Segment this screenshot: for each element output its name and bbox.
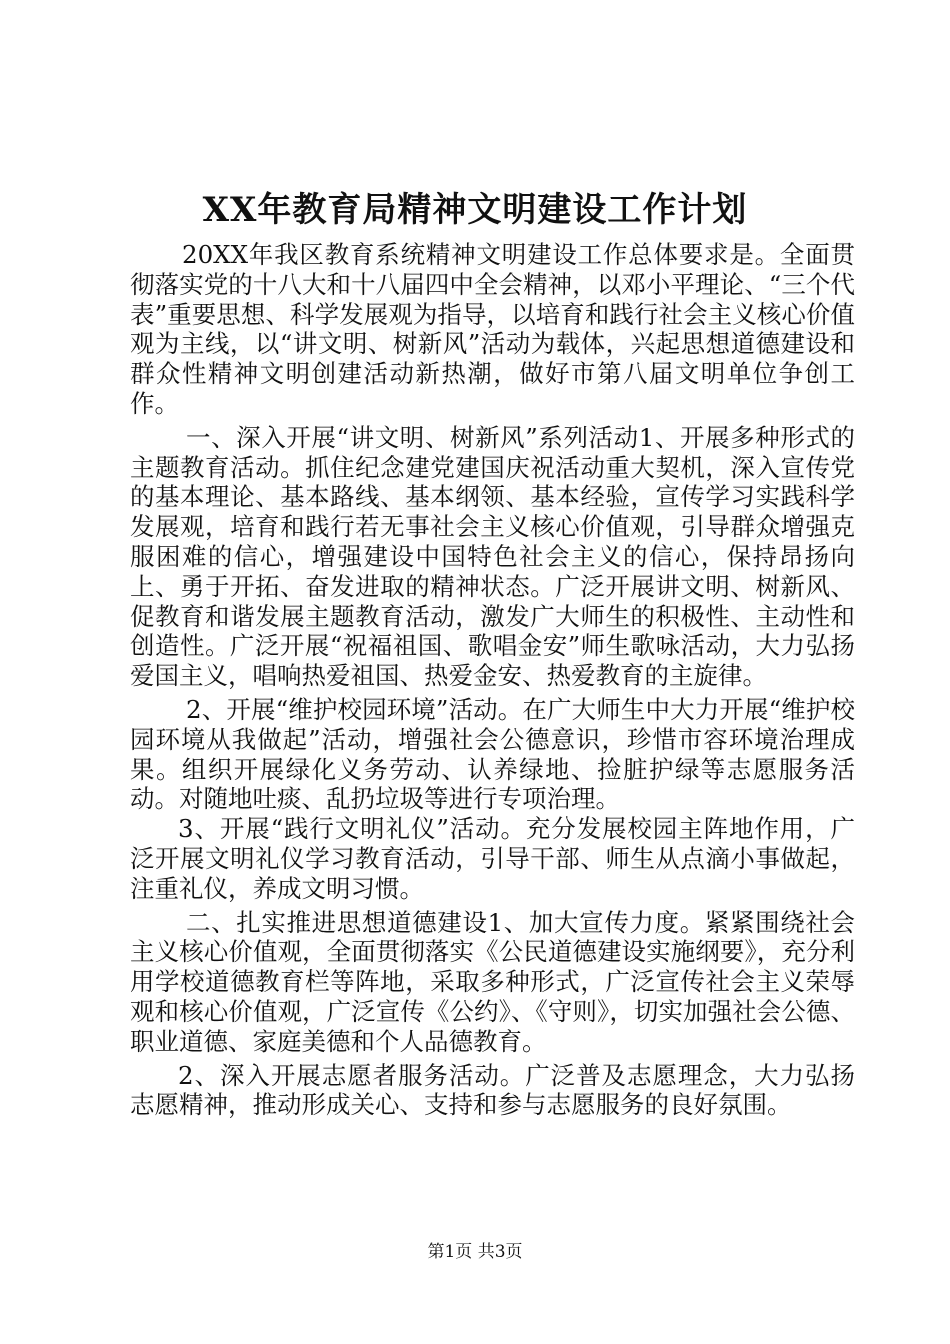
paragraph-section-2: 二、扎实推进思想道德建设1、加大宣传力度。紧紧围绕社会主义核心价值观，全面贯彻落实《公民道德建设实施纲要》，充分利用学校道德教育栏等阵地，采取多种形式，广泛宣传社会主义荣辱观和核心价值观，广泛宣传《公约》、《守则》，切实加强社会公德、职业道德、家庭美德和个人品德教育。 bbox=[130, 907, 855, 1056]
paragraph-section-1-item-3: 3、开展“践行文明礼仪”活动。充分发展校园主阵地作用，广泛开展文明礼仪学习教育活动，引导干部、师生从点滴小事做起，注重礼仪，养成文明习惯。 bbox=[130, 814, 855, 903]
document-title: XX年教育局精神文明建设工作计划 bbox=[202, 190, 748, 230]
page-number-footer: 第1页 共3页 bbox=[427, 1242, 523, 1262]
paragraph-section-1-item-2: 2、开展“维护校园环境”活动。在广大师生中大力开展“维护校园环境从我做起”活动，增强社会公德意识，珍惜市容环境治理成果。组织开展绿化义务劳动、认养绿地、捡脏护绿等志愿服务活动。对随地吐痰、乱扔垃圾等进行专项治理。 bbox=[130, 694, 855, 814]
paragraph-section-2-item-2: 2、深入开展志愿者服务活动。广泛普及志愿理念，大力弘扬志愿精神，推动形成关心、支持和参与志愿服务的良好氛围。 bbox=[130, 1060, 855, 1120]
paragraph-section-1: 一、深入开展“讲文明、树新风”系列活动1、开展多种形式的主题教育活动。抓住纪念建党建国庆祝活动重大契机，深入宣传党的基本理论、基本路线、基本纲领、基本经验，宣传学习实践科学发展观，培育和践行若无事社会主义核心价值观，引导群众增强克服困难的信心，增强建设中国特色社会主义的信心，保持昂扬向上、勇于开拓、奋发进取的精神状态。广泛开展讲文明、树新风、促教育和谐发展主题教育活动，激发广大师生的积极性、主动性和创造性。广泛开展“祝福祖国、歌唱金安”师生歌咏活动，大力弘扬爱国主义，唱响热爱祖国、热爱金安、热爱教育的主旋律。 bbox=[130, 422, 855, 691]
paragraph-intro: 20XX年我区教育系统精神文明建设工作总体要求是。全面贯彻落实党的十八大和十八届四中全会精神，以邓小平理论、“三个代表”重要思想、科学发展观为指导，以培育和践行社会主义核心价值观为主线，以“讲文明、树新风”活动为载体，兴起思想道德建设和群众性精神文明创建活动新热潮，做好市第八届文明单位争创工作。 bbox=[130, 240, 855, 418]
document-body bbox=[130, 240, 855, 1120]
